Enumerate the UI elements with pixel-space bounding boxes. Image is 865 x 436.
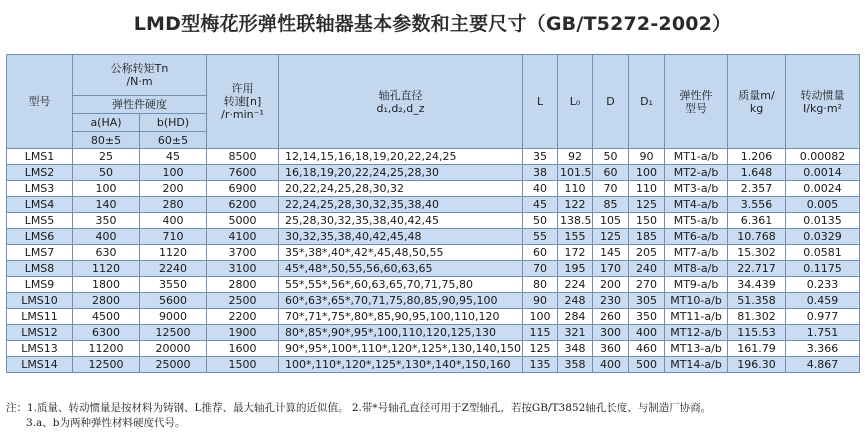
cell-mass: 1.206 (728, 149, 786, 165)
header-bore-line1: 轴孔直径 (378, 88, 423, 102)
cell-torque-b: 710 (140, 229, 207, 245)
cell-mass: 2.357 (728, 181, 786, 197)
cell-torque-b: 25000 (140, 357, 207, 373)
cell-torque-a: 50 (73, 165, 140, 181)
cell-elastic: MT10-a/b (665, 293, 728, 309)
table-body (7, 149, 860, 373)
cell-torque-b: 200 (140, 181, 207, 197)
header-model: 型号 (7, 55, 73, 149)
cell-bores: 90*,95*,100*,110*,120*,125*,130,140,150 (279, 341, 523, 357)
cell-torque-b: 5600 (140, 293, 207, 309)
cell-model: LMS2 (7, 165, 73, 181)
cell-L0: 348 (558, 341, 593, 357)
cell-inertia: 3.366 (786, 341, 860, 357)
table-row (7, 149, 860, 165)
header-torque-line2: /N·m (126, 75, 153, 88)
cell-inertia: 0.0329 (786, 229, 860, 245)
cell-mass: 34.439 (728, 277, 786, 293)
cell-torque-a: 2800 (73, 293, 140, 309)
cell-inertia: 1.751 (786, 325, 860, 341)
cell-elastic: MT5-a/b (665, 213, 728, 229)
cell-mass: 1.648 (728, 165, 786, 181)
cell-D: 260 (593, 309, 629, 325)
cell-model: LMS10 (7, 293, 73, 309)
cell-elastic: MT4-a/b (665, 197, 728, 213)
header-elastic-line2: 型号 (685, 101, 708, 115)
cell-D: 230 (593, 293, 629, 309)
header-D: D (593, 55, 629, 149)
cell-speed: 2500 (207, 293, 279, 309)
cell-bores: 70*,71*,75*,80*,85,90,95,100,110,120 (279, 309, 523, 325)
table-row (7, 181, 860, 197)
cell-L: 125 (523, 341, 558, 357)
cell-D1: 125 (629, 197, 665, 213)
cell-model: LMS5 (7, 213, 73, 229)
cell-L0: 172 (558, 245, 593, 261)
cell-elastic: MT12-a/b (665, 325, 728, 341)
cell-inertia: 0.1175 (786, 261, 860, 277)
cell-speed: 1600 (207, 341, 279, 357)
cell-inertia: 0.00082 (786, 149, 860, 165)
cell-torque-b: 20000 (140, 341, 207, 357)
cell-L: 90 (523, 293, 558, 309)
cell-speed: 8500 (207, 149, 279, 165)
header-torque-line1: 公称转矩Tn (110, 62, 169, 75)
cell-speed: 1900 (207, 325, 279, 341)
cell-inertia: 4.867 (786, 357, 860, 373)
cell-torque-a: 100 (73, 181, 140, 197)
header-hardness: 弹性件硬度 (73, 96, 207, 114)
header-inertia (786, 55, 860, 149)
cell-bores: 80*,85*,90*,95*,100,110,120,125,130 (279, 325, 523, 341)
table-row (7, 261, 860, 277)
cell-model: LMS14 (7, 357, 73, 373)
cell-D: 145 (593, 245, 629, 261)
table-row (7, 341, 860, 357)
cell-L: 60 (523, 245, 558, 261)
cell-speed: 4100 (207, 229, 279, 245)
cell-L0: 110 (558, 181, 593, 197)
cell-L0: 155 (558, 229, 593, 245)
cell-inertia: 0.0014 (786, 165, 860, 181)
cell-L0: 92 (558, 149, 593, 165)
cell-bores: 45*,48*,50,55,56,60,63,65 (279, 261, 523, 277)
cell-mass: 161.79 (728, 341, 786, 357)
cell-D: 360 (593, 341, 629, 357)
header-L: L (523, 55, 558, 149)
header-hd-value: 60±5 (140, 132, 207, 149)
header-mass-line2: kg (749, 101, 764, 115)
cell-D: 300 (593, 325, 629, 341)
header-inertia-line1: 转动惯量 (800, 88, 845, 102)
cell-mass: 15.302 (728, 245, 786, 261)
cell-inertia: 0.233 (786, 277, 860, 293)
cell-torque-a: 140 (73, 197, 140, 213)
cell-torque-a: 1800 (73, 277, 140, 293)
table-row (7, 357, 860, 373)
header-elastic (665, 55, 728, 149)
cell-torque-b: 400 (140, 213, 207, 229)
footnotes (6, 401, 859, 431)
table-header (7, 55, 860, 149)
cell-L0: 122 (558, 197, 593, 213)
cell-D: 400 (593, 357, 629, 373)
cell-bores: 60*,63*,65*,70,71,75,80,85,90,95,100 (279, 293, 523, 309)
header-elastic-line1: 弹性件 (679, 88, 713, 102)
table-row (7, 277, 860, 293)
cell-speed: 7600 (207, 165, 279, 181)
cell-elastic: MT14-a/b (665, 357, 728, 373)
cell-speed: 5000 (207, 213, 279, 229)
header-torque (73, 55, 207, 96)
cell-mass: 10.768 (728, 229, 786, 245)
cell-L0: 358 (558, 357, 593, 373)
cell-model: LMS13 (7, 341, 73, 357)
table-row (7, 245, 860, 261)
cell-D: 125 (593, 229, 629, 245)
cell-torque-b: 3550 (140, 277, 207, 293)
cell-torque-b: 100 (140, 165, 207, 181)
cell-L: 50 (523, 213, 558, 229)
cell-model: LMS4 (7, 197, 73, 213)
cell-elastic: MT6-a/b (665, 229, 728, 245)
cell-L: 40 (523, 181, 558, 197)
cell-bores: 12,14,15,16,18,19,20,22,24,25 (279, 149, 523, 165)
cell-bores: 100*,110*,120*,125*,130*,140*,150,160 (279, 357, 523, 373)
cell-mass: 196.30 (728, 357, 786, 373)
table-row (7, 325, 860, 341)
cell-D1: 240 (629, 261, 665, 277)
cell-L: 135 (523, 357, 558, 373)
header-speed (207, 55, 279, 149)
header-bore-line2: d₁,d₂,d_z (376, 101, 425, 115)
cell-L0: 224 (558, 277, 593, 293)
cell-L: 55 (523, 229, 558, 245)
header-speed-line2: 转速[n] (223, 95, 262, 108)
cell-torque-a: 1120 (73, 261, 140, 277)
header-inertia-line2: I/kg·m² (803, 101, 842, 115)
cell-elastic: MT2-a/b (665, 165, 728, 181)
cell-model: LMS12 (7, 325, 73, 341)
cell-D1: 185 (629, 229, 665, 245)
cell-elastic: MT13-a/b (665, 341, 728, 357)
cell-D: 85 (593, 197, 629, 213)
cell-D: 70 (593, 181, 629, 197)
table-row (7, 229, 860, 245)
cell-inertia: 0.977 (786, 309, 860, 325)
cell-inertia: 0.0581 (786, 245, 860, 261)
cell-mass: 3.556 (728, 197, 786, 213)
header-mass-line1: 质量m/ (738, 88, 775, 102)
table-row (7, 197, 860, 213)
footnote-line-1: 注：1.质量、转动惯量是按材料为铸钢、L推荐、最大轴孔计算的近似值。 2.带*号轴孔直径可用于Z型轴孔，若按GB/T3852轴孔长度、与制造厂协商。 (6, 402, 712, 414)
cell-L: 80 (523, 277, 558, 293)
cell-elastic: MT3-a/b (665, 181, 728, 197)
cell-L0: 248 (558, 293, 593, 309)
header-speed-line1: 许用 (231, 82, 254, 95)
header-mass (728, 55, 786, 149)
cell-D1: 205 (629, 245, 665, 261)
page-title: LMD型梅花形弹性联轴器基本参数和主要尺寸（GB/T5272-2002） (133, 13, 732, 35)
cell-speed: 1500 (207, 357, 279, 373)
cell-speed: 2200 (207, 309, 279, 325)
cell-torque-b: 45 (140, 149, 207, 165)
cell-D: 60 (593, 165, 629, 181)
cell-torque-a: 11200 (73, 341, 140, 357)
cell-D1: 270 (629, 277, 665, 293)
cell-speed: 3700 (207, 245, 279, 261)
cell-torque-a: 25 (73, 149, 140, 165)
cell-mass: 22.717 (728, 261, 786, 277)
cell-L: 35 (523, 149, 558, 165)
table-row (7, 165, 860, 181)
cell-mass: 115.53 (728, 325, 786, 341)
cell-torque-b: 1120 (140, 245, 207, 261)
cell-speed: 6900 (207, 181, 279, 197)
header-bore (279, 55, 523, 149)
cell-D1: 400 (629, 325, 665, 341)
cell-model: LMS11 (7, 309, 73, 325)
cell-torque-b: 12500 (140, 325, 207, 341)
cell-speed: 6200 (207, 197, 279, 213)
cell-mass: 6.361 (728, 213, 786, 229)
cell-model: LMS6 (7, 229, 73, 245)
header-ha: a(HA) (73, 114, 140, 132)
cell-D: 170 (593, 261, 629, 277)
cell-D1: 305 (629, 293, 665, 309)
cell-speed: 3100 (207, 261, 279, 277)
cell-model: LMS1 (7, 149, 73, 165)
cell-D1: 460 (629, 341, 665, 357)
table-row (7, 293, 860, 309)
cell-L0: 195 (558, 261, 593, 277)
cell-bores: 16,18,19,20,22,24,25,28,30 (279, 165, 523, 181)
cell-torque-a: 12500 (73, 357, 140, 373)
cell-D1: 90 (629, 149, 665, 165)
cell-L0: 101.5 (558, 165, 593, 181)
cell-L: 115 (523, 325, 558, 341)
cell-inertia: 0.0024 (786, 181, 860, 197)
cell-D1: 150 (629, 213, 665, 229)
cell-D: 50 (593, 149, 629, 165)
cell-model: LMS7 (7, 245, 73, 261)
cell-bores: 35*,38*,40*,42*,45,48,50,55 (279, 245, 523, 261)
cell-L: 45 (523, 197, 558, 213)
header-speed-line3: /r·min⁻¹ (221, 108, 264, 121)
cell-elastic: MT11-a/b (665, 309, 728, 325)
cell-D1: 100 (629, 165, 665, 181)
cell-D: 200 (593, 277, 629, 293)
cell-L: 100 (523, 309, 558, 325)
cell-elastic: MT7-a/b (665, 245, 728, 261)
cell-torque-a: 400 (73, 229, 140, 245)
cell-bores: 20,22,24,25,28,30,32 (279, 181, 523, 197)
cell-torque-b: 2240 (140, 261, 207, 277)
cell-elastic: MT1-a/b (665, 149, 728, 165)
cell-torque-a: 630 (73, 245, 140, 261)
cell-D1: 500 (629, 357, 665, 373)
cell-model: LMS9 (7, 277, 73, 293)
cell-model: LMS3 (7, 181, 73, 197)
cell-mass: 51.358 (728, 293, 786, 309)
cell-bores: 25,28,30,32,35,38,40,42,45 (279, 213, 523, 229)
header-D1: D₁ (629, 55, 665, 149)
cell-D1: 350 (629, 309, 665, 325)
cell-bores: 22,24,25,28,30,32,35,38,40 (279, 197, 523, 213)
cell-D: 105 (593, 213, 629, 229)
cell-inertia: 0.0135 (786, 213, 860, 229)
cell-torque-a: 4500 (73, 309, 140, 325)
cell-L0: 138.5 (558, 213, 593, 229)
cell-elastic: MT9-a/b (665, 277, 728, 293)
footnote-line-2: 3.a、b为两种弹性材料硬度代号。 (26, 417, 186, 429)
cell-L: 38 (523, 165, 558, 181)
header-ha-value: 80±5 (73, 132, 140, 149)
cell-bores: 30,32,35,38,40,42,45,48 (279, 229, 523, 245)
cell-D1: 110 (629, 181, 665, 197)
cell-inertia: 0.459 (786, 293, 860, 309)
cell-torque-b: 280 (140, 197, 207, 213)
cell-L: 70 (523, 261, 558, 277)
cell-torque-b: 9000 (140, 309, 207, 325)
cell-torque-a: 6300 (73, 325, 140, 341)
cell-inertia: 0.005 (786, 197, 860, 213)
cell-mass: 81.302 (728, 309, 786, 325)
cell-model: LMS8 (7, 261, 73, 277)
cell-L0: 284 (558, 309, 593, 325)
spec-table (6, 54, 860, 373)
table-row (7, 309, 860, 325)
table-row (7, 213, 860, 229)
cell-elastic: MT8-a/b (665, 261, 728, 277)
header-hd: b(HD) (140, 114, 207, 132)
cell-speed: 2800 (207, 277, 279, 293)
cell-torque-a: 350 (73, 213, 140, 229)
cell-bores: 55*,55*,56*,60,63,65,70,71,75,80 (279, 277, 523, 293)
header-L0: L₀ (558, 55, 593, 149)
cell-L0: 321 (558, 325, 593, 341)
